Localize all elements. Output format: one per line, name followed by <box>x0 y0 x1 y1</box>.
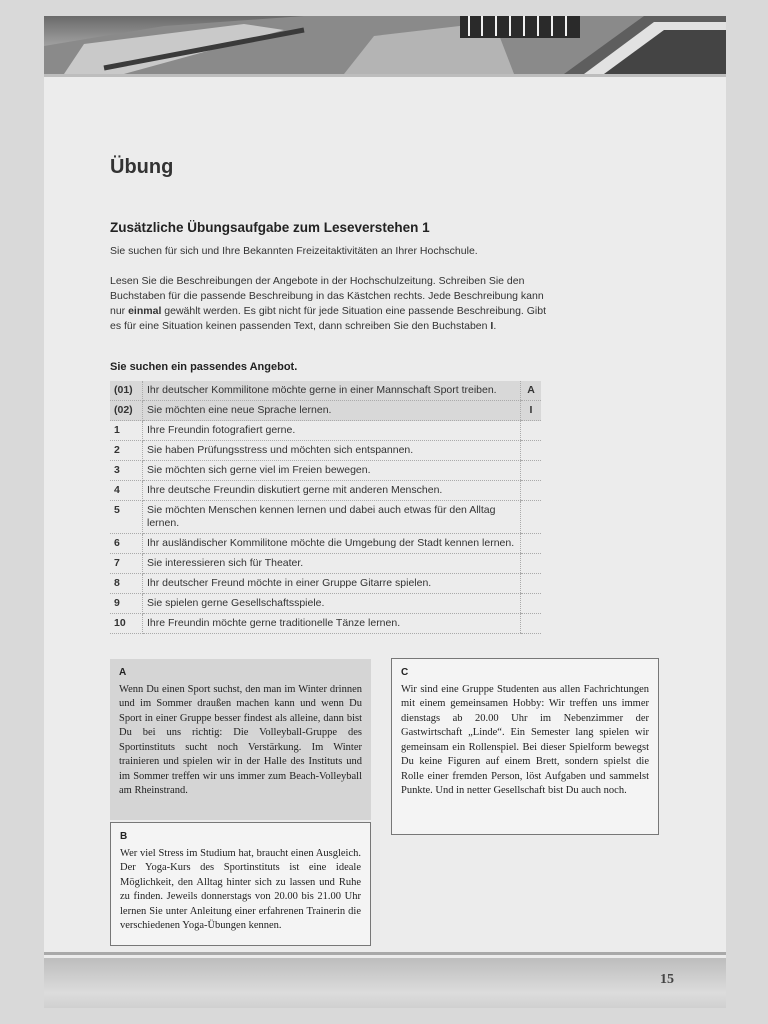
item-number: 5 <box>110 501 143 534</box>
item-number: 1 <box>110 421 143 441</box>
table-row <box>110 481 541 501</box>
workbook-page <box>44 16 726 1008</box>
text-box-a-body: Wenn Du einen Sport suchst, den man im Winter drinnen und im Sommer draußen machen kann und wenn Du Sport in einer Gruppe besser findest als alleine, dann bist Du bei uns richtig: Die Volleyball-Gruppe des Sportinstituts sucht noch Verstärkung. Im Winter trainieren und spielen wir in der Halle des Instituts und im Sommer treffen wir uns immer zum Beach-Volleyball am Rheinstrand. <box>119 683 362 796</box>
text-box-c-label: C <box>401 667 409 678</box>
page-heading: Übung <box>110 156 174 178</box>
answer-box[interactable] <box>521 481 542 501</box>
text-box-a <box>110 659 371 820</box>
item-number: (01) <box>110 381 143 401</box>
answer-box[interactable] <box>521 574 542 594</box>
table-row <box>110 401 541 421</box>
exercise-title: Zusätzliche Übungsaufgabe zum Leseverstehen 1 <box>110 220 430 235</box>
item-number: 8 <box>110 574 143 594</box>
answer-box[interactable] <box>521 441 542 461</box>
item-number: (02) <box>110 401 143 421</box>
text-box-c <box>391 658 659 835</box>
item-text: Ihre Freundin möchte gerne traditionelle Tänze lernen. <box>143 614 521 634</box>
answer-box[interactable]: A <box>521 381 542 401</box>
item-text: Ihr deutscher Kommilitone möchte gerne in einer Mannschaft Sport treiben. <box>143 381 521 401</box>
table-row <box>110 381 541 401</box>
table-row <box>110 554 541 574</box>
item-text: Ihre deutsche Freundin diskutiert gerne mit anderen Menschen. <box>143 481 521 501</box>
item-text: Sie möchten sich gerne viel im Freien bewegen. <box>143 461 521 481</box>
item-number: 6 <box>110 534 143 554</box>
table-row <box>110 441 541 461</box>
text-box-c-body: Wir sind eine Gruppe Studenten aus allen Fachrichtungen mit einem gemeinsamen Hobby: Wir treffen uns immer dienstags ab 20.00 Uhr im Nebenzimmer der Gastwirtschaft „Linde“. Ein Semester lang spielen wir gemeinsam ein Rollenspiel. Bei dieser Spielform bewegst Du keine Figuren auf einem Brett, sondern spielst die Rolle einer fremden Person, löst Aufgaben und sammelst Punkte. Und in netter Gesellschaft bist Du auch noch. <box>401 683 649 796</box>
header-photo <box>44 16 726 74</box>
situations-table <box>110 381 541 634</box>
item-text: Sie spielen gerne Gesellschaftsspiele. <box>143 594 521 614</box>
item-text: Sie möchten Menschen kennen lernen und dabei auch etwas für den Alltag lernen. <box>143 501 521 534</box>
text-box-b-label: B <box>120 831 128 842</box>
item-number: 2 <box>110 441 143 461</box>
item-number: 4 <box>110 481 143 501</box>
text-box-b <box>110 822 371 946</box>
table-row <box>110 534 541 554</box>
answer-box[interactable] <box>521 554 542 574</box>
item-text: Ihre Freundin fotografiert gerne. <box>143 421 521 441</box>
table-row <box>110 594 541 614</box>
footer-rule <box>44 952 726 955</box>
item-number: 7 <box>110 554 143 574</box>
answer-box[interactable] <box>521 461 542 481</box>
answer-box[interactable] <box>521 614 542 634</box>
text-box-b-body: Wer viel Stress im Studium hat, braucht einen Ausgleich. Der Yoga-Kurs des Sportinstituts ist eine ideale Möglichkeit, den Alltag hinter sich zu lassen und Ruhe zu finden. Jeweils donnerstags von 20.00 bis 21.00 Uhr lernen Sie unter Anleitung einer erfahrenen Trainerin die verschiedenen Yoga-Übungen kennen. <box>120 847 361 931</box>
item-text: Ihr ausländischer Kommilitone möchte die Umgebung der Stadt kennen lernen. <box>143 534 521 554</box>
table-row <box>110 574 541 594</box>
item-number: 3 <box>110 461 143 481</box>
intro-text: Sie suchen für sich und Ihre Bekannten Freizeitaktivitäten an Ihrer Hochschule. <box>110 245 478 257</box>
table-row <box>110 614 541 634</box>
item-text: Sie haben Prüfungsstress und möchten sich entspannen. <box>143 441 521 461</box>
header-photo-graphic <box>44 16 726 74</box>
answer-box[interactable] <box>521 421 542 441</box>
text-box-a-label: A <box>119 667 127 678</box>
table-row <box>110 461 541 481</box>
section-title: Sie suchen ein passendes Angebot. <box>110 361 298 373</box>
page-number: 15 <box>660 972 674 987</box>
item-text: Sie möchten eine neue Sprache lernen. <box>143 401 521 421</box>
instructions-text: Lesen Sie die Beschreibungen der Angebote in der Hochschulzeitung. Schreiben Sie den Buchstaben für die passende Beschreibung in das Kästchen rechts. Jede Beschreibung kann nur einmal gewählt werden. Es gibt nicht für jede Situation eine passende Beschreibung. Gibt es für eine Situation keinen passenden Text, dann schreiben Sie den Buchstaben I. <box>110 275 547 332</box>
page-footer <box>44 958 726 1008</box>
table-row <box>110 421 541 441</box>
item-text: Sie interessieren sich für Theater. <box>143 554 521 574</box>
answer-box[interactable] <box>521 534 542 554</box>
answer-box[interactable]: I <box>521 401 542 421</box>
item-number: 9 <box>110 594 143 614</box>
header-rule <box>44 74 726 77</box>
item-number: 10 <box>110 614 143 634</box>
item-text: Ihr deutscher Freund möchte in einer Gruppe Gitarre spielen. <box>143 574 521 594</box>
answer-box[interactable] <box>521 501 542 534</box>
table-row <box>110 501 541 534</box>
answer-box[interactable] <box>521 594 542 614</box>
